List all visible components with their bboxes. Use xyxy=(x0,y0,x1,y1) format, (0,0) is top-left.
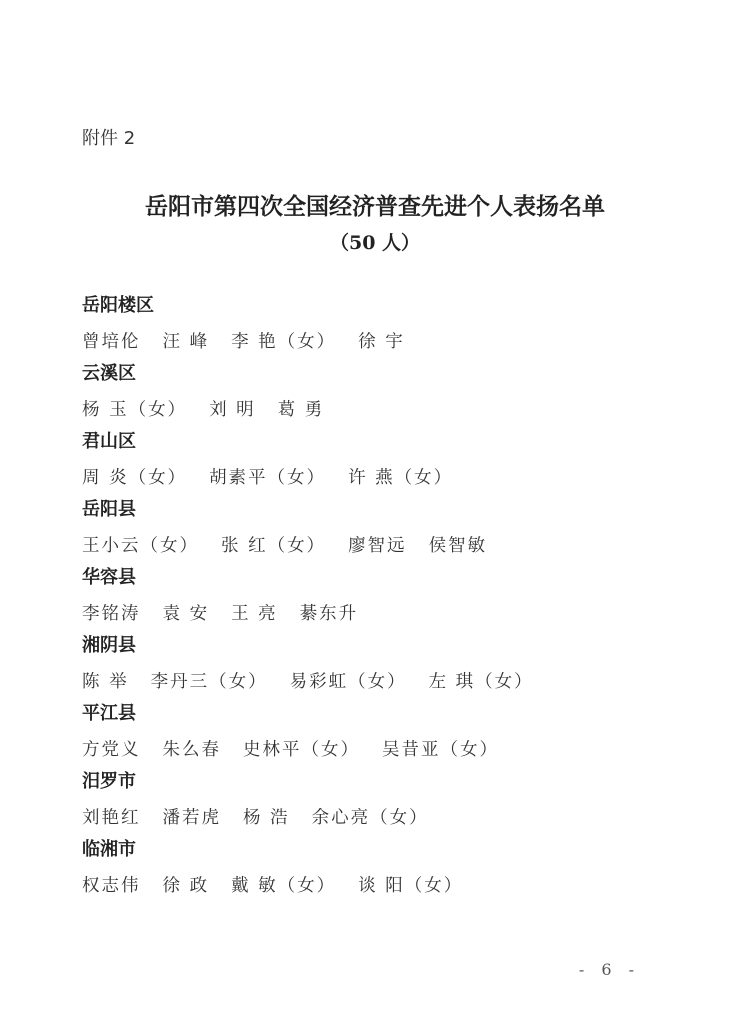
person-name: 胡素平（女） xyxy=(209,468,327,488)
document-subtitle: （50 人） xyxy=(329,232,421,254)
section-name: 君山区 xyxy=(82,431,136,452)
section-5 xyxy=(82,631,682,699)
name-list xyxy=(82,461,682,495)
person-name: 余心亮（女） xyxy=(311,808,429,828)
name-list xyxy=(82,597,682,631)
person-name: 吴昔亚（女） xyxy=(382,740,499,760)
section-name: 华容县 xyxy=(82,567,136,588)
person-name: 周 炎（女） xyxy=(82,468,188,488)
person-name: 刘 明 xyxy=(209,400,256,420)
person-name: 朱么春 xyxy=(162,740,221,760)
person-name: 曾培伦 xyxy=(82,332,141,352)
person-name: 杨 玉（女） xyxy=(82,400,188,420)
section-name: 汨罗市 xyxy=(82,771,136,792)
document-title: 岳阳市第四次全国经济普查先进个人表扬名单 xyxy=(145,193,605,220)
attachment-label: 附件 2 xyxy=(82,128,136,149)
person-name: 徐 宇 xyxy=(358,332,405,352)
person-name: 左 琪（女） xyxy=(428,672,534,692)
section-name: 临湘市 xyxy=(82,839,136,860)
person-name: 史林平（女） xyxy=(243,740,360,760)
section-2 xyxy=(82,427,682,495)
section-8 xyxy=(82,835,682,903)
person-name: 綦东升 xyxy=(299,604,359,624)
name-list xyxy=(82,801,682,835)
person-name: 王 亮 xyxy=(231,604,278,624)
person-name: 汪 峰 xyxy=(162,332,210,352)
person-name: 刘艳红 xyxy=(82,808,141,828)
person-name: 侯智敏 xyxy=(428,536,488,556)
section-name: 岳阳楼区 xyxy=(82,295,154,316)
name-list xyxy=(82,665,682,699)
name-list xyxy=(82,393,682,427)
person-name: 权志伟 xyxy=(82,876,141,896)
section-3 xyxy=(82,495,682,563)
person-name: 方党义 xyxy=(82,740,141,760)
person-name: 廖智远 xyxy=(348,536,407,556)
section-4 xyxy=(82,563,682,631)
person-name: 王小云（女） xyxy=(82,536,199,556)
person-name: 陈 举 xyxy=(82,672,129,692)
person-name: 易彩虹（女） xyxy=(289,672,407,692)
section-name: 平江县 xyxy=(82,703,136,724)
name-list xyxy=(82,733,682,767)
person-name: 李 艳（女） xyxy=(231,332,337,352)
person-name: 李铭涛 xyxy=(82,604,141,624)
section-name: 湘阴县 xyxy=(82,635,136,656)
person-name: 许 燕（女） xyxy=(348,468,454,488)
person-name: 杨 浩 xyxy=(243,808,290,828)
section-1 xyxy=(82,359,682,427)
honor-list xyxy=(82,291,682,903)
person-name: 戴 敏（女） xyxy=(231,876,337,896)
person-name: 张 红（女） xyxy=(221,536,327,556)
section-7 xyxy=(82,767,682,835)
page-number: - 6 - xyxy=(578,960,640,979)
person-name: 葛 勇 xyxy=(277,400,325,420)
person-name: 袁 安 xyxy=(162,604,210,624)
section-6 xyxy=(82,699,682,767)
section-0 xyxy=(82,291,682,359)
person-name: 李丹三（女） xyxy=(150,672,268,692)
section-name: 云溪区 xyxy=(82,363,136,384)
name-list xyxy=(82,325,682,359)
name-list xyxy=(82,529,682,563)
person-name: 谈 阳（女） xyxy=(358,876,464,896)
person-name: 徐 政 xyxy=(162,876,210,896)
name-list xyxy=(82,869,682,903)
person-name: 潘若虎 xyxy=(162,808,221,828)
section-name: 岳阳县 xyxy=(82,499,136,520)
